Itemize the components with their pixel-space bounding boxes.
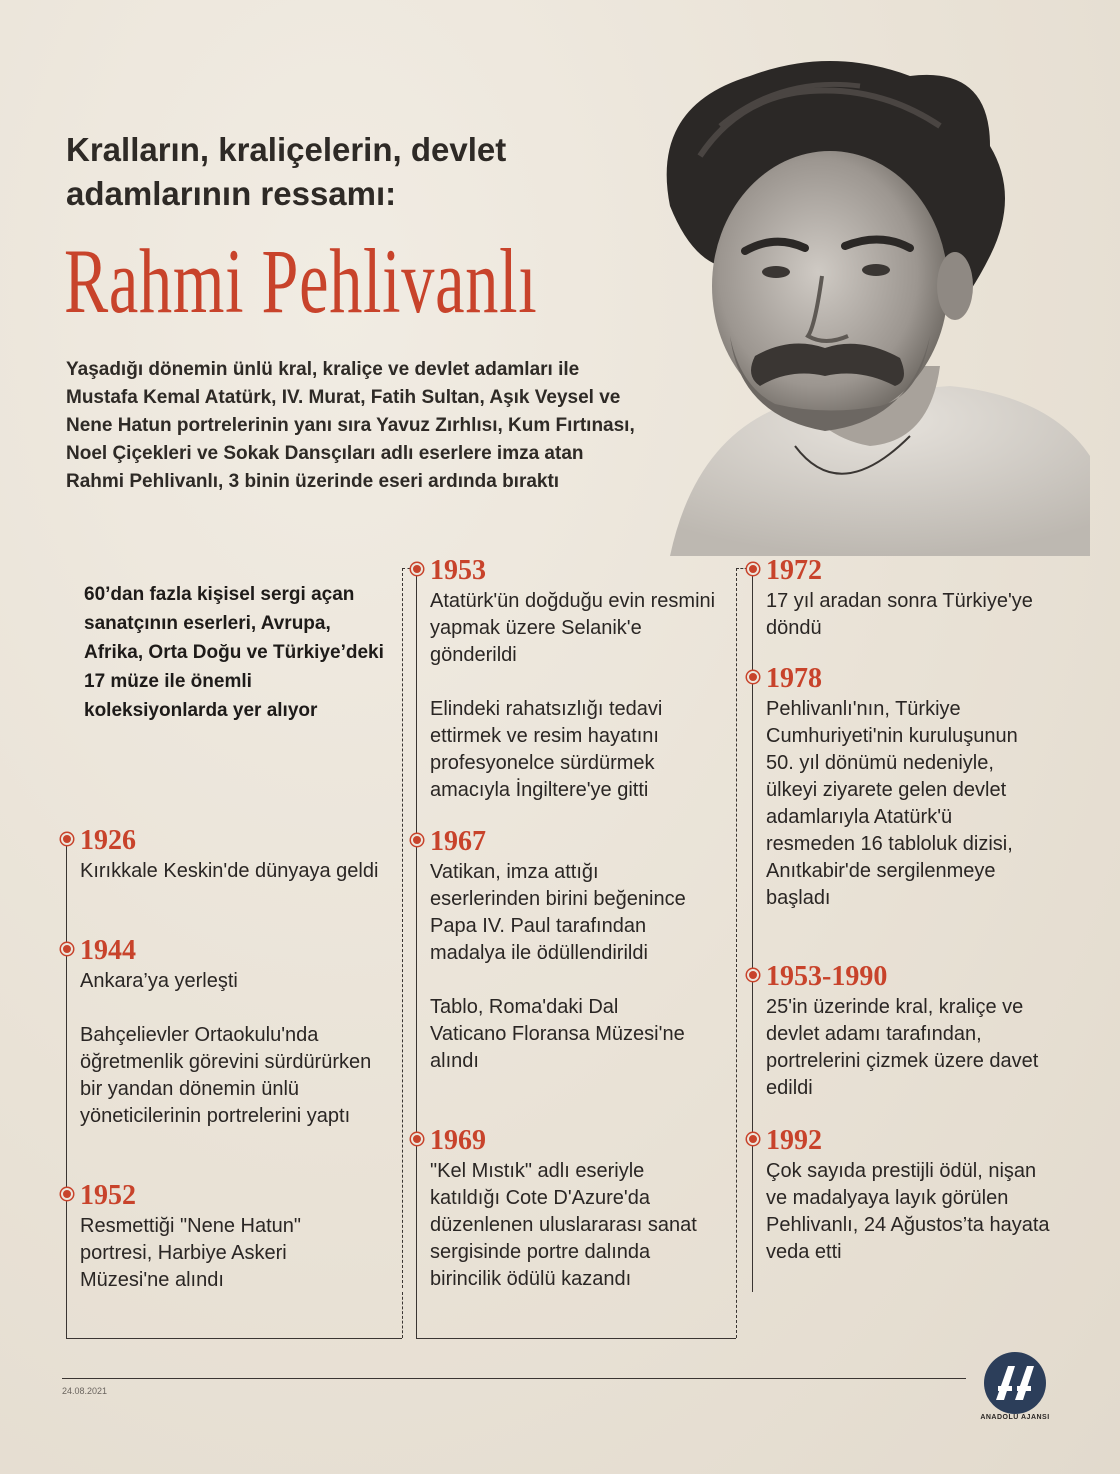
timeline-entry-1967 <box>430 827 700 1075</box>
entry-text: Resmettiği "Nene Hatun" portresi, Harbiye Askeri Müzesi'ne alındı <box>80 1215 301 1291</box>
anadolu-agency-logo-icon <box>982 1350 1048 1416</box>
timeline-dot <box>61 833 73 845</box>
timeline-entry-1969 <box>430 1126 710 1293</box>
timeline-entry-1953-1990 <box>766 962 1056 1102</box>
entry-text: Elindeki rahatsızlığı tedavi ettirmek ve resim hayatını profesyonelce sürdürmek amacıyla İngiltere'ye gitti <box>430 698 663 801</box>
entry-text: Tablo, Roma'daki Dal Vaticano Floransa Müzesi'ne alındı <box>430 996 685 1072</box>
timeline-dot <box>747 1133 759 1145</box>
timeline-connector-bottom-1 <box>66 1338 402 1339</box>
entry-text: Ankara’ya yerleşti <box>80 970 238 992</box>
timeline-dot <box>747 671 759 683</box>
entry-text: Pehlivanlı'nın, Türkiye Cumhuriyeti'nin kuruluşunun 50. yıl dönümü nedeniyle, ülkeyi ziyarete gelen devlet adamlarıyla Atatürk'ü resmeden 16 tabloluk dizisi, Anıtkabir'de sergilenmeye başladı <box>766 698 1018 909</box>
entry-year: 1972 <box>766 555 822 586</box>
entry-year: 1952 <box>80 1180 136 1211</box>
entry-year: 1992 <box>766 1125 822 1156</box>
entry-text: 17 yıl aradan sonra Türkiye'ye döndü <box>766 590 1033 639</box>
timeline-dashed-connector-1 <box>402 1292 403 1338</box>
timeline-entry-1952 <box>80 1181 370 1294</box>
intro-paragraph: Yaşadığı dönemin ünlü kral, kraliçe ve devlet adamları ile Mustafa Kemal Atatürk, IV. Murat, Fatih Sultan, Aşık Veysel ve Nene Hatun portrelerinin yanı sıra Yavuz Zırhlısı, Kum Fırtınası, Noel Çiçekleri ve Sokak Dansçıları adlı eserlere imza atan Rahmi Pehlivanlı, 3 binin üzerinde eseri ardında bıraktı <box>66 359 635 492</box>
timeline-entry-1972 <box>766 556 1066 642</box>
entry-text: Atatürk'ün doğduğu evin resmini yapmak üzere Selanik'e gönderildi <box>430 590 716 666</box>
entry-year: 1969 <box>430 1125 486 1156</box>
portrait-photo <box>610 36 1090 556</box>
timeline-entry-1944 <box>80 936 380 1130</box>
headline-subtitle: Kralların, kraliçelerin, devlet adamlarının ressamı: <box>66 131 507 212</box>
logo-text: ANADOLU AJANSI <box>980 1414 1050 1421</box>
entry-text: Bahçelievler Ortaokulu'nda öğretmenlik görevini sürdürürken bir yandan dönemin ünlü yöneticilerinin portrelerini yaptı <box>80 1024 372 1127</box>
timeline-entry-1926 <box>80 826 390 885</box>
timeline-dot <box>411 563 423 575</box>
entry-year: 1978 <box>766 663 822 694</box>
entry-year: 1944 <box>80 935 136 966</box>
entry-text: Çok sayıda prestijli ödül, nişan ve madalyaya layık görülen Pehlivanlı, 24 Ağustos’ta hayata veda etti <box>766 1160 1050 1263</box>
footer-divider <box>62 1378 966 1379</box>
entry-text: Vatikan, imza attığı eserlerinden birini beğenince Papa IV. Paul tarafından madalya ile ödüllendirildi <box>430 861 686 964</box>
entry-year: 1953-1990 <box>766 961 888 992</box>
timeline-entry-1978 <box>766 664 1046 912</box>
timeline-entry-1953 <box>430 556 720 804</box>
timeline-dot <box>61 943 73 955</box>
entry-year: 1967 <box>430 826 486 857</box>
artist-name-title: Rahmi Pehlivanlı <box>64 230 538 332</box>
timeline-connector-bottom-2 <box>416 1338 736 1339</box>
timeline-dot <box>61 1188 73 1200</box>
timeline-entry-1992 <box>766 1126 1056 1266</box>
timeline-dot <box>747 969 759 981</box>
publish-date: 24.08.2021 <box>62 1386 108 1396</box>
entry-text: "Kel Mıstık" adlı eseriyle katıldığı Cote D'Azure'da düzenlenen uluslararası sanat sergisinde portre dalında birincilik ödülü kazandı <box>430 1160 697 1290</box>
timeline-line-col2 <box>416 568 417 1338</box>
timeline-line-col1 <box>66 840 67 1338</box>
timeline-dot <box>411 1133 423 1145</box>
entry-text: Kırıkkale Keskin'de dünyaya geldi <box>80 860 379 882</box>
timeline-dot <box>747 563 759 575</box>
highlight-text: 60’dan fazla kişisel sergi açan sanatçının eserleri, Avrupa, Afrika, Orta Doğu ve Türkiye’deki 17 müze ile önemli koleksiyonlarda yer alıyor <box>84 584 384 721</box>
timeline-dashed-line-col2 <box>402 568 403 1288</box>
timeline-dot <box>411 834 423 846</box>
entry-text: 25'in üzerinde kral, kraliçe ve devlet adamı tarafından, portrelerini çizmek üzere davet edildi <box>766 996 1039 1099</box>
entry-year: 1926 <box>80 825 136 856</box>
entry-year: 1953 <box>430 555 486 586</box>
timeline-dashed-line-col3 <box>736 568 737 1338</box>
